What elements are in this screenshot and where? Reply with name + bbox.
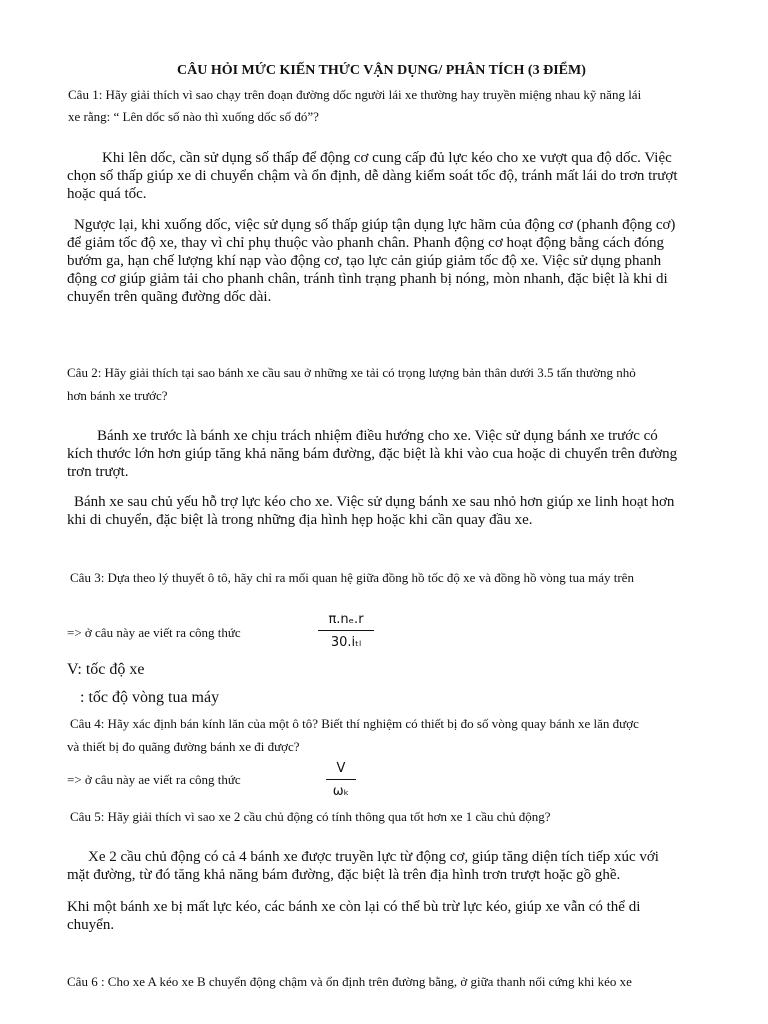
fraction-bar <box>326 779 356 780</box>
answer-1b-line: bướm ga, hạn chế lượng khí nạp vào động cơ, tạo lực cản giúp giảm tốc độ xe. Việc sử dụng phanh <box>67 253 662 269</box>
question-3-line-1: Câu 3: Dựa theo lý thuyết ô tô, hãy chỉ ra mối quan hệ giữa đồng hồ tốc độ xe và đồng hồ vòng tua máy trên <box>70 570 634 585</box>
fraction-bar <box>318 630 374 631</box>
answer-2b-line: khi di chuyển, đặc biệt là trong những địa hình hẹp hoặc khi cần quay đầu xe. <box>67 512 533 528</box>
formula-note: => ở câu này ae viết ra công thức <box>67 772 241 787</box>
answer-1a-line: Khi lên dốc, cần sử dụng số thấp để động cơ cung cấp đủ lực kéo cho xe vượt qua độ dốc. Việc <box>102 150 672 166</box>
formula-numerator: V <box>336 761 346 776</box>
answer-5b-line: Khi một bánh xe bị mất lực kéo, các bánh xe còn lại có thể bù trừ lực kéo, giúp xe vẫn có thể di <box>67 899 641 915</box>
question-2-line-2: hơn bánh xe trước? <box>67 388 168 403</box>
question-2-line-1: Câu 2: Hãy giải thích tại sao bánh xe cầu sau ở những xe tải có trọng lượng bản thân dưới 3.5 tấn thường nhỏ <box>67 365 636 380</box>
rolling-radius-formula <box>326 762 356 798</box>
variable-v-label: V: tốc độ xe <box>67 661 145 678</box>
question-1-line-1: Câu 1: Hãy giải thích vì sao chạy trên đoạn đường dốc người lái xe thường hay truyền miệng nhau kỹ năng lái <box>68 87 642 102</box>
question-4-line-2: và thiết bị đo quãng đường bánh xe đi được? <box>67 739 300 754</box>
speed-formula <box>318 613 374 649</box>
question-1-line-2: xe rằng: “ Lên dốc số nào thì xuống dốc số đó”? <box>68 109 319 124</box>
variable-n-label: : tốc độ vòng tua máy <box>80 689 220 706</box>
formula-denominator: 30.iₜₗ <box>330 635 362 650</box>
question-6-line-1: Câu 6 : Cho xe A kéo xe B chuyển động chậm và ổn định trên đường bằng, ở giữa thanh nối cứng khi kéo xe <box>67 974 632 989</box>
answer-1a-line: hoặc quá tốc. <box>67 186 147 202</box>
answer-5a-line: mặt đường, từ đó tăng khả năng bám đường, đặc biệt là trên địa hình trơn trượt hoặc gồ ghề. <box>67 867 621 883</box>
answer-2a-line: trơn trượt. <box>67 464 129 480</box>
answer-5b-line: chuyển. <box>67 917 115 933</box>
answer-1a-line: chọn số thấp giúp xe di chuyển chậm và ổn định, dễ dàng kiểm soát tốc độ, tránh mất lái do trơn trượt <box>67 168 678 184</box>
formula-denominator: ωₖ <box>332 784 350 799</box>
answer-1b-line: Ngược lại, khi xuống dốc, việc sử dụng số thấp giúp tận dụng lực hãm của động cơ (phanh động cơ) <box>74 217 676 233</box>
formula-numerator: π.nₑ.r <box>328 612 364 627</box>
answer-1b-line: chuyển trên quãng đường dốc dài. <box>67 289 272 305</box>
answer-2b-line: Bánh xe sau chủ yếu hỗ trợ lực kéo cho xe. Việc sử dụng bánh xe sau nhỏ hơn giúp xe linh hoạt hơn <box>74 494 675 510</box>
answer-5a-line: Xe 2 cầu chủ động có cả 4 bánh xe được truyền lực từ động cơ, giúp tăng diện tích tiếp xúc với <box>88 849 659 865</box>
answer-1b-line: để giảm tốc độ xe, thay vì chỉ phụ thuộc vào phanh chân. Phanh động cơ hoạt động bằng cách đóng <box>67 235 664 251</box>
answer-2a-line: Bánh xe trước là bánh xe chịu trách nhiệm điều hướng cho xe. Việc sử dụng bánh xe trước có <box>97 428 658 444</box>
formula-note: => ở câu này ae viết ra công thức <box>67 625 241 640</box>
question-5-line-1: Câu 5: Hãy giải thích vì sao xe 2 cầu chủ động có tính thông qua tốt hơn xe 1 cầu chủ động? <box>70 809 551 824</box>
question-4-line-1: Câu 4: Hãy xác định bán kính lăn của một ô tô? Biết thí nghiệm có thiết bị đo số vòng quay bánh xe lăn được <box>70 716 639 731</box>
answer-2a-line: kích thước lớn hơn giúp tăng khả năng bám đường, đặc biệt là khi vào cua hoặc di chuyển trên đường <box>67 446 678 462</box>
answer-1b-line: động cơ giúp giảm tải cho phanh chân, tránh tình trạng phanh bị nóng, mòn nhanh, đặc biệt là khi di <box>67 271 668 287</box>
page-title: CÂU HỎI MỨC KIẾN THỨC VẬN DỤNG/ PHÂN TÍCH (3 ĐIỂM) <box>177 63 586 78</box>
